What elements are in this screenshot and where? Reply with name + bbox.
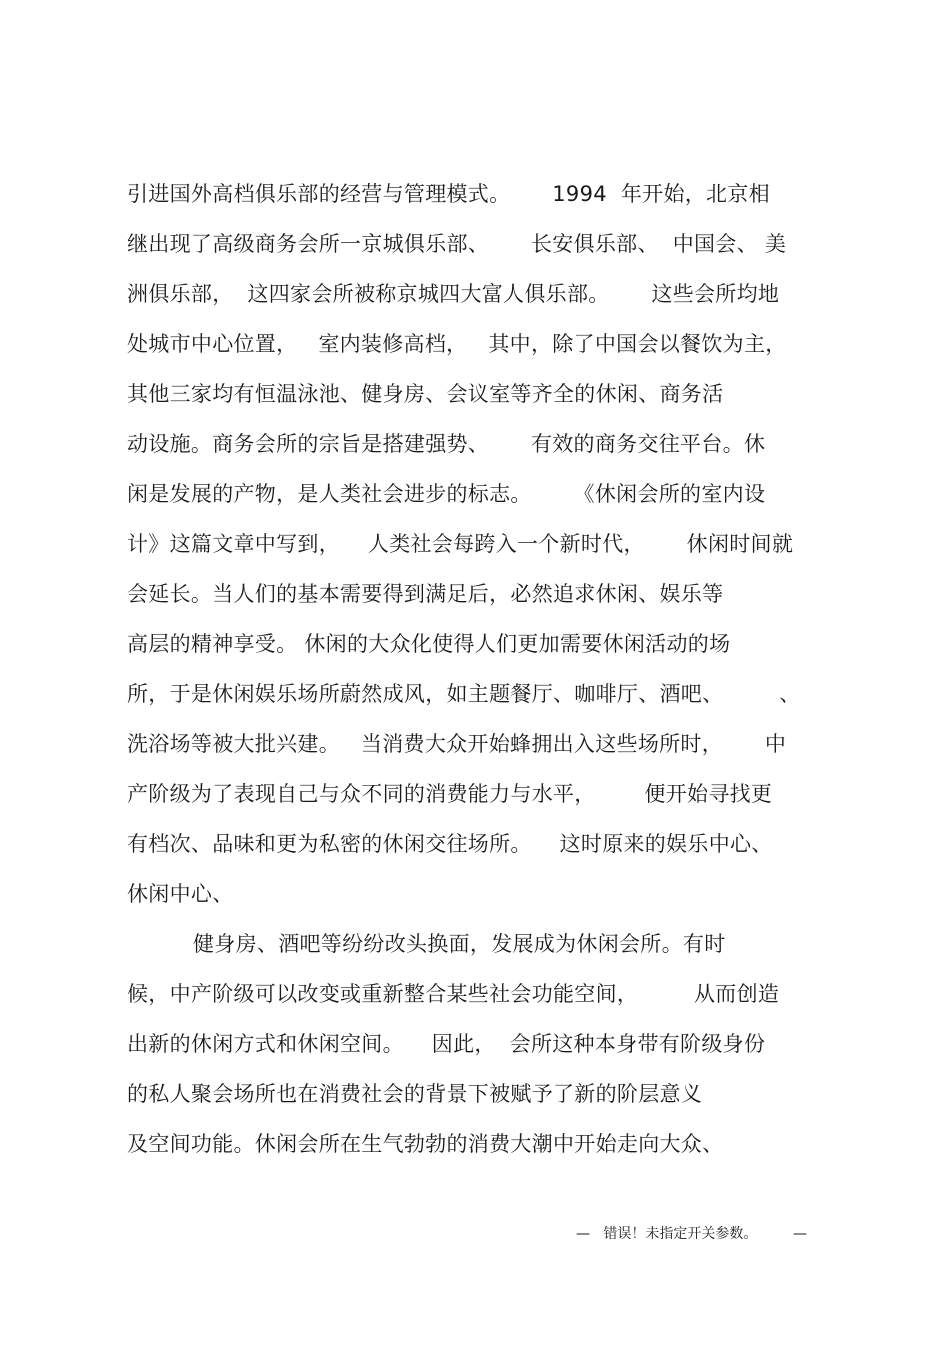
- paragraph-text-line: 健身房、酒吧等纷纷改头换面，发展成为休闲会所。有时: [193, 932, 726, 956]
- paragraph-text-line: 候，中产阶级可以改变或重新整合某些社会功能空间， 从而创造: [127, 982, 780, 1006]
- body-text-line: 洗浴场等被大批兴建。 当消费大众开始蜂拥出入这些场所时， 中: [127, 732, 787, 756]
- body-text-line: 会延长。当人们的基本需要得到满足后，必然追求休闲、娱乐等: [127, 582, 724, 606]
- body-text-line: 动设施。商务会所的宗旨是搭建强势、 有效的商务交往平台。休: [127, 432, 766, 456]
- paragraph-text-line: 出新的休闲方式和休闲空间。 因此， 会所这种本身带有阶级身份: [127, 1032, 766, 1056]
- paragraph-text-line: 的私人聚会场所也在消费社会的背景下被赋予了新的阶层意义: [127, 1082, 703, 1106]
- body-text-line: 所，于是休闲娱乐场所蔚然成风，如主题餐厅、咖啡厅、酒吧、 、: [127, 682, 801, 706]
- body-text-line: 处城市中心位置， 室内装修高档， 其中，除了中国会以餐饮为主，: [127, 332, 787, 356]
- body-text-line: 继出现了高级商务会所一京城俱乐部、 长安俱乐部、 中国会、 美: [127, 232, 787, 256]
- body-text-line: 高层的精神享受。 休闲的大众化使得人们更加需要休闲活动的场: [127, 632, 731, 656]
- body-text-line: 其他三家均有恒温泳池、健身房、会议室等齐全的休闲、商务活: [127, 382, 724, 406]
- page-footer: — 错误！未指定开关参数。 —: [576, 1226, 807, 1242]
- body-text-line: 闲是发展的产物，是人类社会进步的标志。 《休闲会所的室内设: [127, 482, 766, 506]
- body-text-line: 洲俱乐部， 这四家会所被称京城四大富人俱乐部。 这些会所均地: [127, 282, 780, 306]
- body-text-line: 产阶级为了表现自己与众不同的消费能力与水平， 便开始寻找更: [127, 782, 773, 806]
- body-text-line: 有档次、品味和更为私密的休闲交往场所。 这时原来的娱乐中心、: [127, 832, 773, 856]
- body-text-line: 计》这篇文章中写到， 人类社会每跨入一个新时代， 休闲时间就: [127, 532, 794, 556]
- body-text-line: 休闲中心、: [127, 882, 234, 906]
- paragraph-text-line: 及空间功能。休闲会所在生气勃勃的消费大潮中开始走向大众、: [127, 1132, 724, 1156]
- body-text-line: 引进国外高档俱乐部的经营与管理模式。 1994 年开始，北京相: [127, 182, 770, 206]
